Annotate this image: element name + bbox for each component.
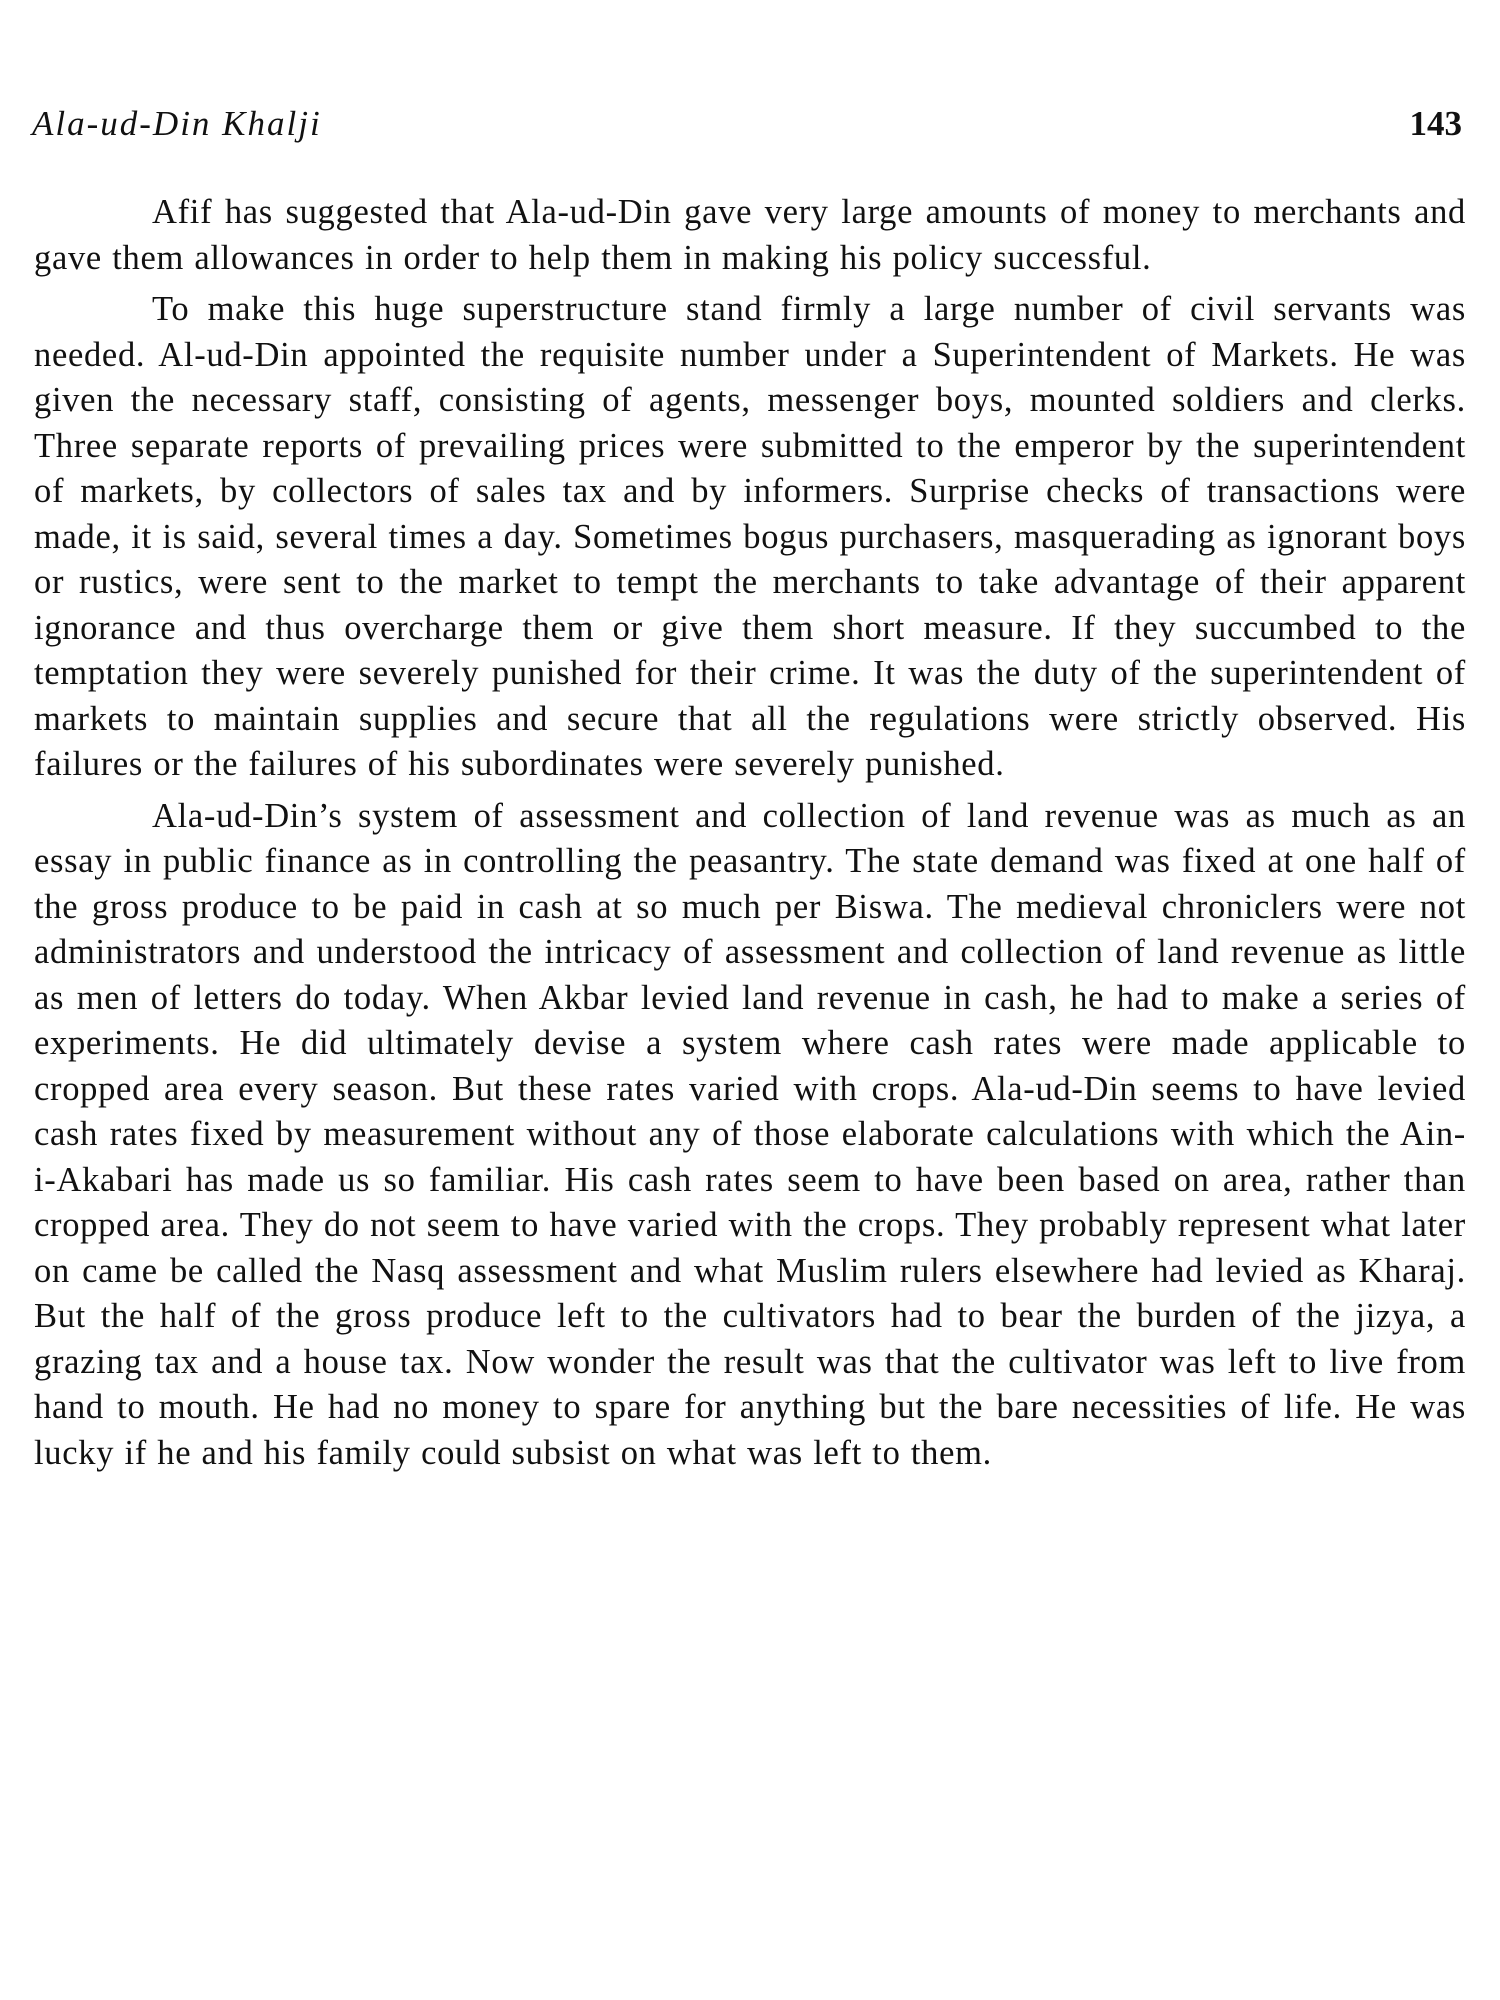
page-number: 143 [1409, 104, 1462, 143]
body-text [34, 190, 1466, 1482]
running-title: Ala-ud-Din Khalji [32, 104, 322, 143]
paragraph-land-revenue: Ala-ud-Din’s system of assessment and collection of land revenue was as much as an essay in public finance as in controlling the peasantry. The state demand was fixed at one half of the gross produce to be paid in cash at so much per Biswa. The medieval chroniclers were not administrators and understood the intricacy of assessment and collection of land revenue as little as men of letters do today. When Akbar levied land revenue in cash, he had to make a series of experiments. He did ultimately devise a system where cash rates were made applicable to cropped area every season. But these rates varied with crops. Ala-ud-Din seems to have levied cash rates fixed by measurement without any of those elaborate calculations with which the Ain-i-Akabari has made us so familiar. His cash rates seem to have been based on area, rather than cropped area. They do not seem to have varied with the crops. They probably represent what later on came be called the Nasq assessment and what Muslim rulers elsewhere had levied as Kharaj. But the half of the gross produce left to the cultivators had to bear the burden of the jizya, a grazing tax and a house tax. Now wonder the result was that the cultivator was left to live from hand to mouth. He had no money to spare for anything but the bare necessities of life. He was lucky if he and his family could subsist on what was left to them. [34, 796, 1466, 1472]
running-head [32, 104, 1462, 154]
paragraph-civil-servants: To make this huge superstructure stand firmly a large number of civil servants was needed. Al-ud-Din appointed the requisite number under a Superintendent of Markets. He was given the necessary staff, consisting of agents, messenger boys, mounted soldiers and clerks. Three separate reports of prevailing prices were submitted to the emperor by the superintendent of markets, by collectors of sales tax and by informers. Surprise checks of transactions were made, it is said, several times a day. Sometimes bogus purchasers, masquerading as ignorant boys or rustics, were sent to the market to tempt the merchants to take advantage of their apparent ignorance and thus overcharge them or give them short measure. If they succumbed to the temptation they were severely punished for their crime. It was the duty of the superintendent of markets to maintain supplies and secure that all the regulations were strictly observed. His failures or the failures of his subordinates were severely punished. [34, 290, 1466, 783]
paragraph-afif: Afif has suggested that Ala-ud-Din gave very large amounts of money to merchants and gave them allowances in order to help them in making his policy successful. [34, 193, 1466, 277]
